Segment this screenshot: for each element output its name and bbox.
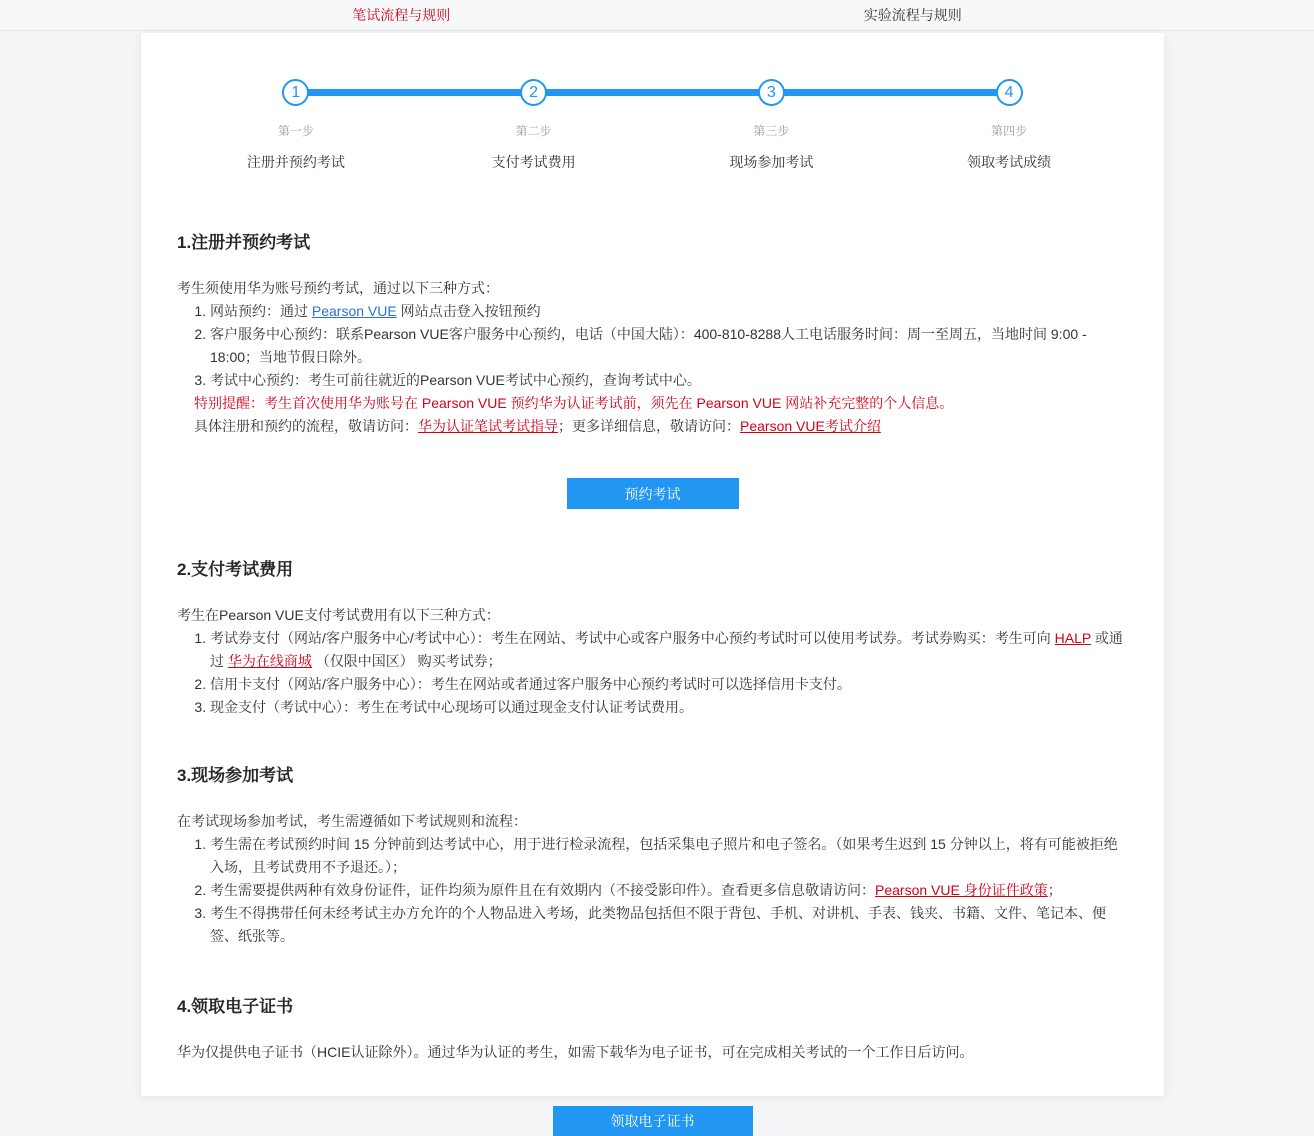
stepper-step-4 (890, 79, 1128, 172)
item-text: 考生需要提供两种有效身份证件，证件均须为原件且在有效期内（不接受影印件）。查看更多信息敬请访问： (210, 882, 875, 898)
section-1-heading: 1.注册并预约考试 (177, 233, 311, 252)
section-3-list (177, 833, 1128, 948)
book-exam-button[interactable]: 预约考试 (567, 478, 739, 509)
pearson-vue-link[interactable]: Pearson VUE (311, 303, 397, 319)
id-policy-link[interactable]: Pearson VUE 身份证件政策 (875, 882, 1048, 898)
guide-text: 具体注册和预约的流程，敬请访问： (194, 418, 418, 434)
step-1-circle: 1 (282, 79, 309, 106)
list-item: 3. 考试中心预约：考生可前往就近的Pearson VUE考试中心预约，查询考试中心。 (210, 369, 1128, 392)
item-text: 网站预约：通过 (210, 303, 312, 319)
step-4-title: 领取考试成绩 (967, 154, 1052, 170)
item-text: ； (1047, 882, 1062, 898)
step-4-circle: 4 (996, 79, 1023, 106)
halp-link[interactable]: HALP (1054, 630, 1091, 646)
top-tab-bar-inner (146, 0, 1169, 30)
pearson-vue-exam-intro-link[interactable]: Pearson VUE考试介绍 (740, 418, 881, 434)
section-2-heading: 2.支付考试费用 (177, 560, 294, 579)
guide-text: ；更多详细信息，敬请访问： (558, 418, 740, 434)
section-1-intro: 考生须使用华为账号预约考试，通过以下三种方式： (177, 280, 499, 296)
list-item: 3. 考生不得携带任何未经考试主办方允许的个人物品进入考场，此类物品包括但不限于背包、手机、对讲机、手表、钱夹、书籍、文件、笔记本、便签、纸张等。 (210, 902, 1128, 948)
section-4-paragraph: 华为仅提供电子证书（HCIE认证除外）。通过华为认证的考生，如需下载华为电子证书，可在完成相关考试的一个工作日后访问。 (177, 1044, 974, 1060)
stepper-step-2 (415, 79, 653, 172)
step-4-label: 第四步 (991, 124, 1028, 138)
section-3-intro: 在考试现场参加考试，考生需遵循如下考试规则和流程： (177, 813, 527, 829)
section-2-intro: 考生在Pearson VUE支付考试费用有以下三种方式： (177, 607, 500, 623)
special-reminder-text: 特别提醒：考生首次使用华为账号在 Pearson VUE 预约华为认证考试前，须先在 Pearson VUE 网站补充完整的个人信息。 (194, 395, 954, 411)
step-2-title: 支付考试费用 (491, 154, 576, 170)
top-tab-bar (0, 0, 1314, 31)
item-text: 或通过 (210, 630, 1123, 669)
list-item (210, 300, 1128, 323)
step-1-label: 第一步 (277, 124, 314, 138)
list-item: 2. 客户服务中心预约：联系Pearson VUE客户服务中心预约，电话（中国大陆）：400-810-8288人工电话服务时间：周一至周五，当地时间 9:00 - 18:00；当地节假日除外。 (210, 323, 1128, 369)
get-ecertificate-button[interactable]: 领取电子证书 (553, 1106, 753, 1136)
section-1-list (177, 300, 1128, 392)
step-1-title: 注册并预约考试 (246, 154, 345, 170)
list-item (210, 627, 1128, 673)
main-card (141, 33, 1164, 1129)
list-item (210, 879, 1128, 902)
step-3-title: 现场参加考试 (729, 154, 814, 170)
step-2-label: 第二步 (515, 124, 552, 138)
step-2-circle: 2 (520, 79, 547, 106)
list-item: 3. 现金支付（考试中心）：考生在考试中心现场可以通过现金支付认证考试费用。 (210, 696, 1128, 719)
item-text: （仅限中国区） 购买考试券； (311, 653, 502, 669)
exam-process-stepper (177, 33, 1128, 172)
list-item: 2. 信用卡支付（网站/客户服务中心）：考生在网站或者通过客户服务中心预约考试时可以选择信用卡支付。 (210, 673, 1128, 696)
step-3-label: 第三步 (753, 124, 790, 138)
tab-written-exam-rules[interactable]: 笔试流程与规则 (352, 7, 451, 23)
section-2-list (177, 627, 1128, 719)
huawei-online-store-link[interactable]: 华为在线商城 (227, 653, 312, 669)
section-4-heading: 4.领取电子证书 (177, 997, 294, 1016)
item-text: 考试券支付（网站/客户服务中心/考试中心）：考生在网站、考试中心或客户服务中心预约考试时可以使用考试券。考试券购买：考生可向 (210, 630, 1055, 646)
step-3-circle: 3 (758, 79, 785, 106)
list-item: 1. 考生需在考试预约时间 15 分钟前到达考试中心，用于进行检录流程，包括采集电子照片和电子签名。（如果考生迟到 15 分钟以上，将有可能被拒绝入场，且考试费用不予退还。）； (210, 833, 1128, 879)
written-exam-guide-link[interactable]: 华为认证笔试考试指导 (418, 418, 558, 434)
stepper-step-1 (177, 79, 415, 172)
card-content (141, 33, 1164, 1136)
registration-guide-line (177, 415, 1128, 438)
section-3-heading: 3.现场参加考试 (177, 766, 294, 785)
item-text: 网站点击登入按钮预约 (396, 303, 541, 319)
stepper-step-3 (653, 79, 891, 172)
tab-lab-exam-rules[interactable]: 实验流程与规则 (863, 7, 962, 23)
